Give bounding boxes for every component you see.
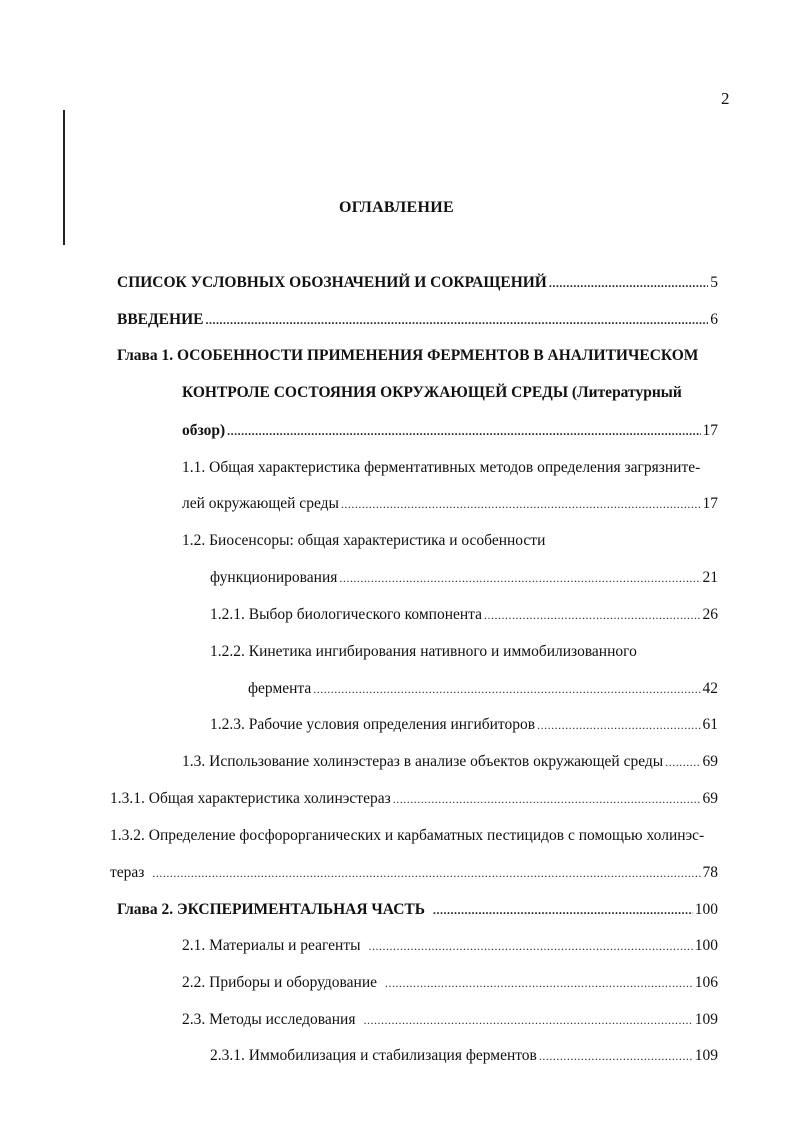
- toc-entry: [182, 382, 718, 404]
- toc-leader-dots: [539, 1045, 693, 1067]
- toc-entry: [182, 751, 718, 773]
- toc-leader-dots: [341, 493, 701, 515]
- toc-entry-title: 1.2. Биосенсоры: общая характеристика и особенности: [182, 532, 546, 549]
- toc-leader-dots: [152, 862, 700, 884]
- toc-entry-title: тераз: [110, 864, 145, 881]
- toc-entry: [182, 972, 718, 994]
- toc-entry-title: 1.2.1. Выбор биологического компонента: [210, 606, 483, 623]
- toc-leader-dots: [313, 678, 700, 700]
- toc-leader-dots: [433, 899, 693, 921]
- toc-entry-page: 109: [694, 1047, 718, 1064]
- toc-entry: [117, 345, 718, 367]
- toc-entry-page: 69: [702, 790, 718, 807]
- toc-entry-page: 106: [694, 974, 718, 991]
- toc-entry: [210, 714, 718, 736]
- toc-leader-dots: [339, 567, 700, 589]
- toc-entry-title: 1.3.1. Общая характеристика холинэстераз: [110, 790, 391, 807]
- toc-entry: [117, 272, 718, 294]
- toc-entry-title: 1.3. Использование холинэстераз в анализе объектов окружающей среды: [182, 753, 664, 770]
- toc-entry: [182, 457, 718, 479]
- toc-entry: [117, 309, 718, 331]
- toc-leader-dots: [363, 1009, 692, 1031]
- toc-entry-title: 2.2. Приборы и оборудование: [182, 974, 378, 991]
- toc-entry-page: 6: [710, 311, 718, 328]
- toc-entry: [110, 862, 718, 884]
- toc-leader-dots: [205, 309, 708, 331]
- toc-entry-title: 1.3.2. Определение фосфорорганических и карбаматных пестицидов с помощью холинэс-: [110, 827, 705, 844]
- page-title: ОГЛАВЛЕНИЕ: [339, 199, 454, 216]
- toc-entry-title: 1.1. Общая характеристика ферментативных методов определения загрязните-: [182, 459, 701, 476]
- toc-leader-dots: [484, 604, 700, 626]
- toc-entry-page: 5: [710, 274, 718, 291]
- toc-entry: [210, 1045, 718, 1067]
- toc-entry-page: 26: [702, 606, 718, 623]
- page-number: 2: [721, 89, 730, 108]
- toc-entry-title: Глава 2. ЭКСПЕРИМЕНТАЛЬНАЯ ЧАСТЬ: [117, 901, 426, 918]
- toc-entry-page: 61: [702, 716, 718, 733]
- toc-entry-title: фермента: [248, 680, 312, 697]
- toc-entry-title: 2.1. Материалы и реагенты: [182, 937, 361, 954]
- toc-entry-title: 1.2.2. Кинетика ингибирования нативного и иммобилизованного: [210, 643, 637, 660]
- toc-entry: [182, 420, 718, 442]
- toc-entry-page: 69: [702, 753, 718, 770]
- toc-entry: [182, 530, 718, 552]
- toc-entry: [210, 641, 718, 663]
- toc-entry-title: КОНТРОЛЕ СОСТОЯНИЯ ОКРУЖАЮЩЕЙ СРЕДЫ (Литературный: [182, 384, 682, 401]
- toc-leader-dots: [393, 788, 701, 810]
- toc-entry: [117, 899, 718, 921]
- toc-entry-title: Глава 1. ОСОБЕННОСТИ ПРИМЕНЕНИЯ ФЕРМЕНТОВ В АНАЛИТИЧЕСКОМ: [117, 347, 699, 364]
- toc-leader-dots: [369, 935, 693, 957]
- toc-entry-page: 17: [702, 422, 718, 439]
- toc-entry: [182, 1009, 718, 1031]
- toc-entry-title: ВВЕДЕНИЕ: [117, 311, 204, 328]
- toc-entry-page: 100: [694, 901, 718, 918]
- toc-leader-dots: [537, 714, 700, 736]
- toc-entry-page: 100: [694, 937, 718, 954]
- toc-entry-title: обзор): [182, 422, 226, 439]
- toc-entry-title: 1.2.3. Рабочие условия определения ингибиторов: [210, 716, 536, 733]
- toc-entry-page: 17: [702, 495, 718, 512]
- toc-leader-dots: [665, 751, 700, 773]
- toc-entry: [210, 567, 718, 589]
- toc-leader-dots: [227, 420, 700, 442]
- toc-entry: [110, 825, 740, 847]
- toc-entry: [182, 935, 718, 957]
- toc-entry: [210, 604, 718, 626]
- toc-entry-title: 2.3. Методы исследования: [182, 1011, 356, 1028]
- toc-entry-page: 78: [702, 864, 718, 881]
- toc-entry: [182, 493, 718, 515]
- toc-leader-dots: [385, 972, 693, 994]
- toc-entry-page: 21: [702, 569, 718, 586]
- toc-entry-page: 109: [694, 1011, 718, 1028]
- toc-entry-title: лей окружающей среды: [182, 495, 339, 512]
- toc-entry: [248, 678, 718, 700]
- toc-entry: [110, 788, 718, 810]
- toc-leader-dots: [549, 272, 708, 294]
- toc-entry-title: СПИСОК УСЛОВНЫХ ОБОЗНАЧЕНИЙ И СОКРАЩЕНИЙ: [117, 274, 547, 291]
- toc-entry-title: функционирования: [210, 569, 338, 586]
- toc-entry-title: 2.3.1. Иммобилизация и стабилизация ферментов: [210, 1047, 537, 1064]
- toc-entry-page: 42: [702, 680, 718, 697]
